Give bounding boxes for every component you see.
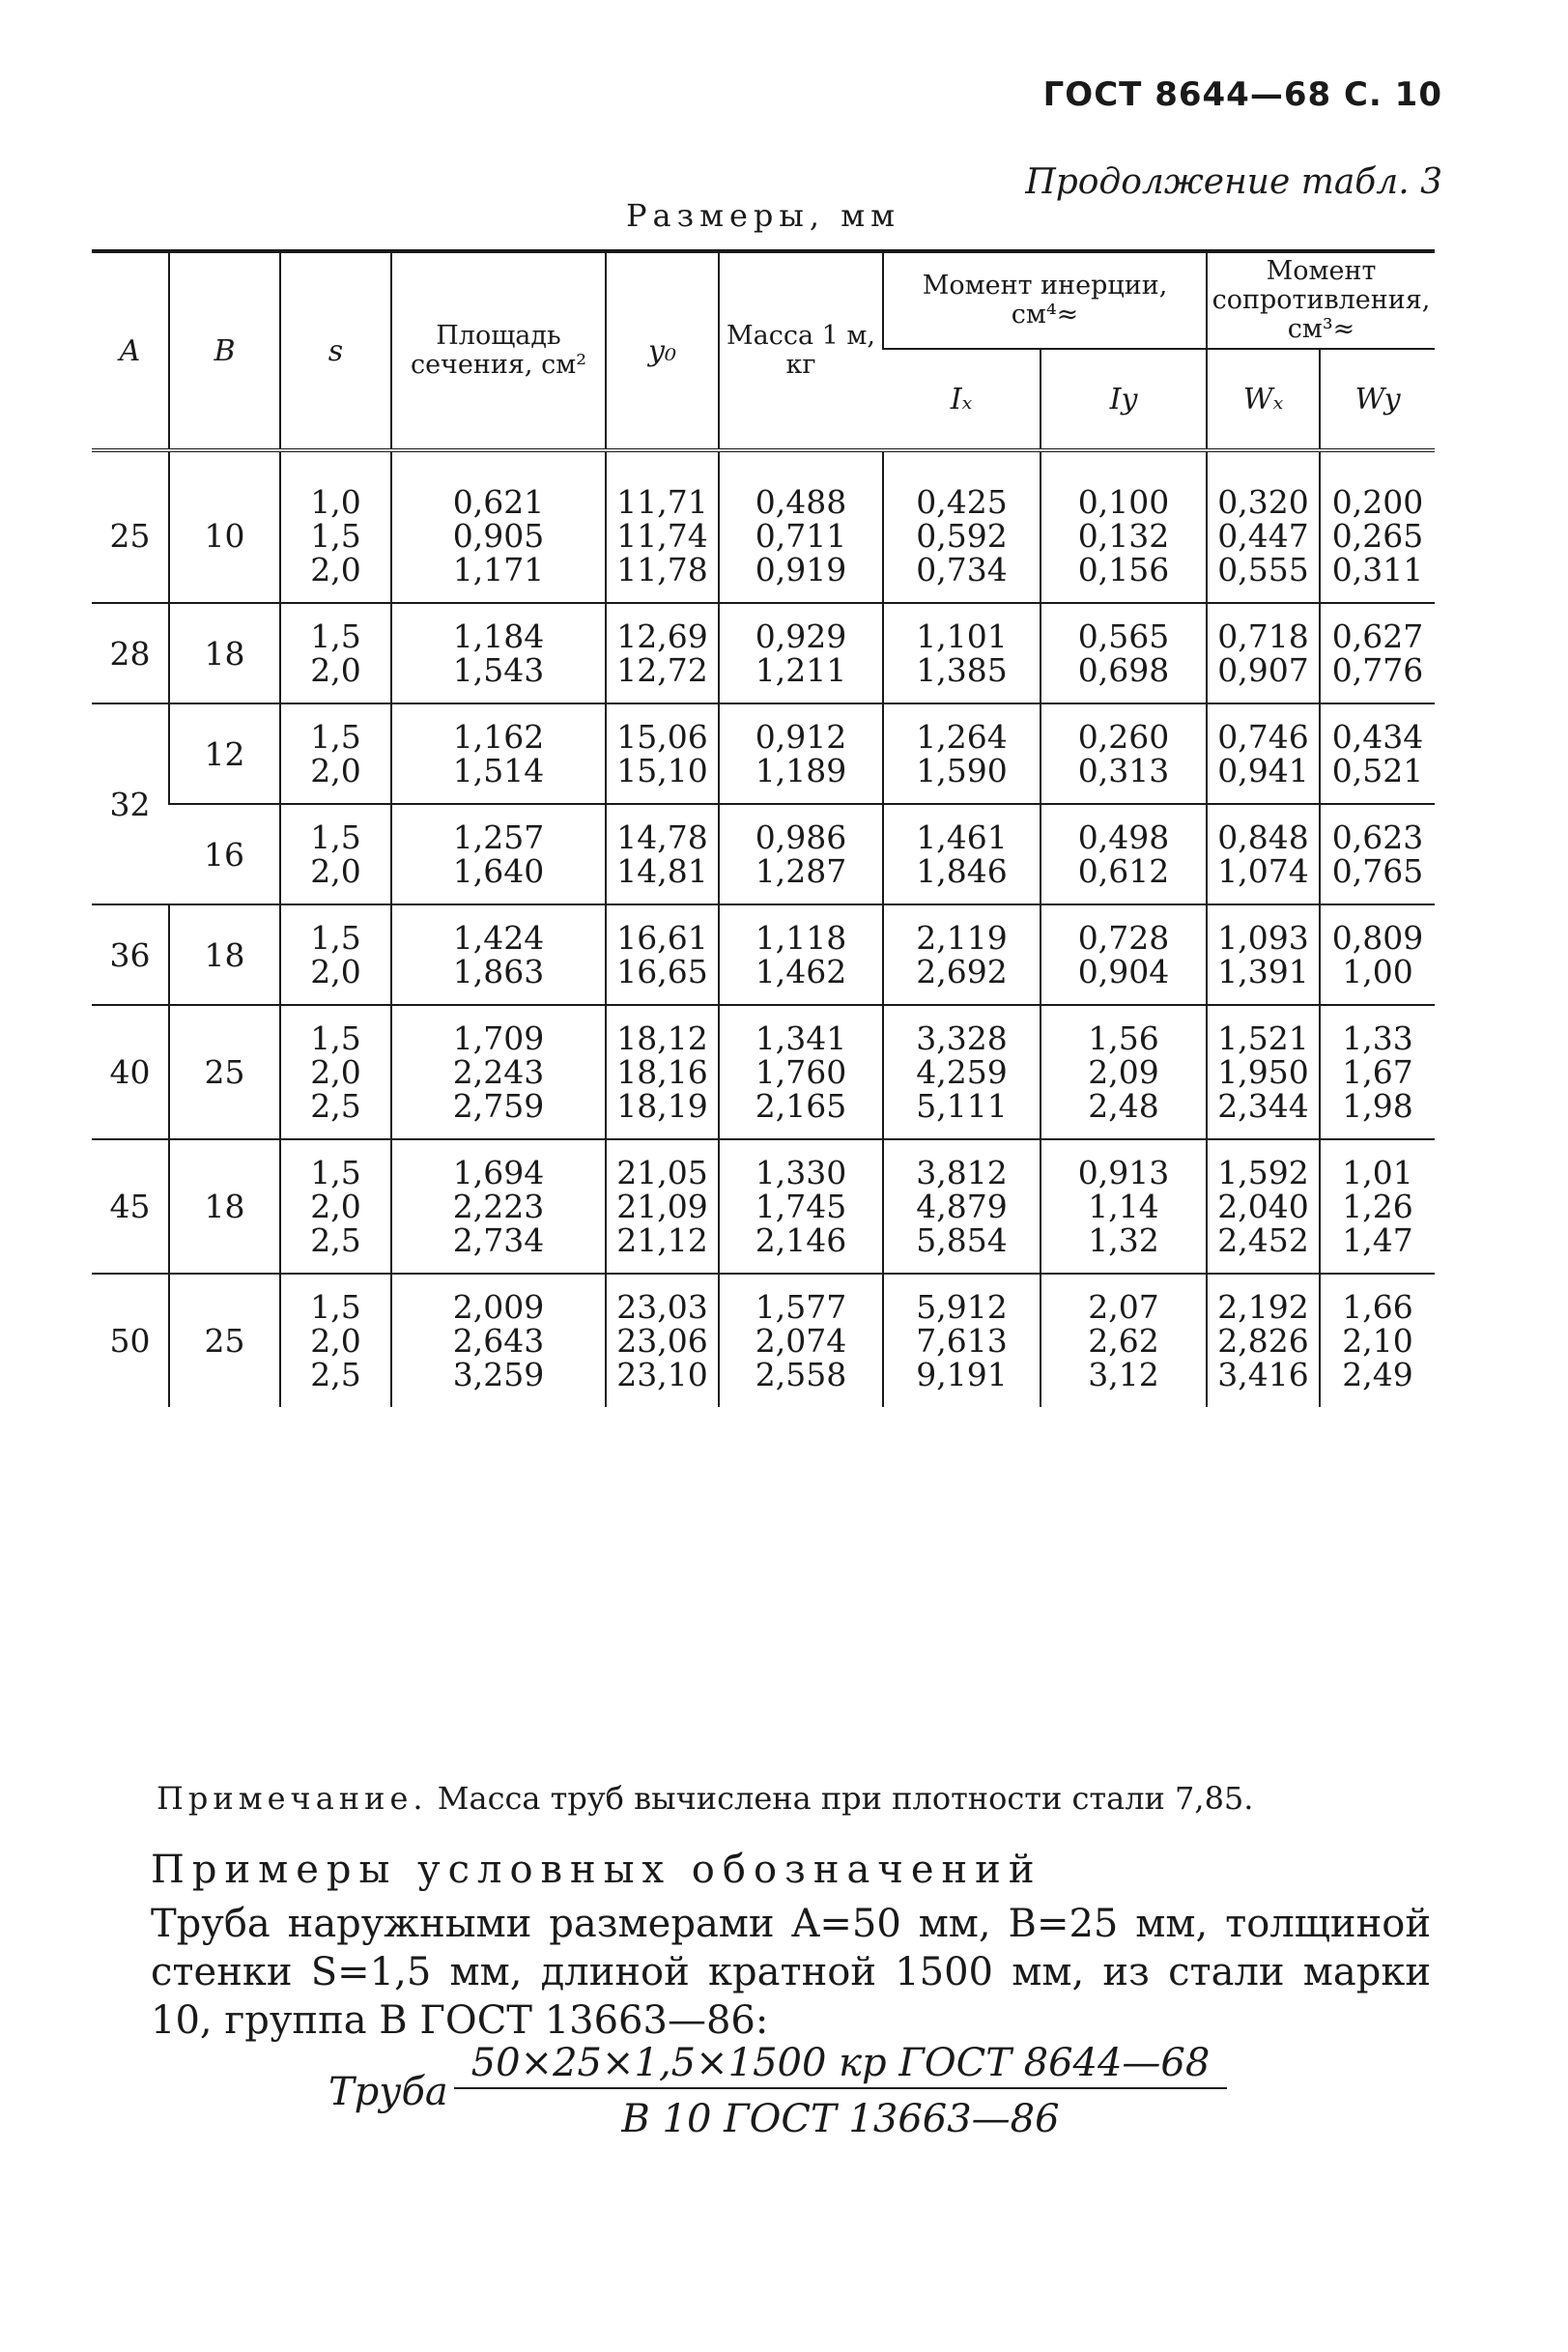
cell-Iy — [1041, 1005, 1207, 1139]
cell-y0 — [606, 1005, 719, 1139]
cell-value: 21,09 — [616, 1188, 708, 1225]
cell-s — [280, 603, 391, 703]
col-header-Wx: Wₓ — [1207, 349, 1320, 450]
cell-value: 1,101 — [916, 617, 1008, 655]
cell-value: 2,344 — [1217, 1087, 1309, 1125]
cell-value: 2,146 — [755, 1221, 847, 1259]
cell-value: 1,760 — [755, 1053, 847, 1091]
cell-B: 10 — [169, 450, 280, 603]
cell-value: 16,65 — [616, 953, 708, 990]
cell-value: 1,162 — [452, 718, 545, 756]
cell-area — [391, 1139, 606, 1274]
cell-value: 7,613 — [916, 1322, 1008, 1360]
cell-value: 2,10 — [1342, 1322, 1413, 1360]
cell-value: 2,009 — [452, 1288, 545, 1326]
cell-A: 45 — [92, 1139, 169, 1274]
cell-y0 — [606, 450, 719, 603]
cell-value: 0,488 — [755, 483, 847, 521]
cell-value: 1,950 — [1217, 1053, 1309, 1091]
cell-value: 1,118 — [755, 919, 847, 957]
cell-value: 0,905 — [452, 517, 545, 555]
cell-value: 2,074 — [755, 1322, 847, 1360]
cell-value: 14,81 — [616, 852, 708, 890]
cell-value: 0,521 — [1331, 752, 1424, 789]
cell-value: 2,734 — [452, 1221, 545, 1259]
cell-value: 1,391 — [1217, 953, 1309, 990]
cell-value: 1,074 — [1217, 852, 1309, 890]
cell-value: 1,424 — [452, 919, 545, 957]
cell-Iy — [1041, 703, 1207, 804]
cell-value: 23,10 — [616, 1356, 708, 1393]
cell-value: 1,211 — [755, 651, 847, 689]
cell-value: 0,200 — [1331, 483, 1424, 521]
cell-mass — [719, 1139, 883, 1274]
col-header-s: s — [280, 251, 391, 450]
cell-value: 1,5 — [310, 517, 361, 555]
cell-Iy — [1041, 904, 1207, 1005]
cell-area — [391, 804, 606, 904]
cell-value: 18,16 — [616, 1053, 708, 1091]
cell-value: 18,19 — [616, 1087, 708, 1125]
cell-value: 3,416 — [1217, 1356, 1309, 1393]
cell-value: 1,00 — [1342, 953, 1413, 990]
cell-value: 3,12 — [1088, 1356, 1159, 1393]
cell-value: 11,71 — [616, 483, 708, 521]
cell-value: 0,260 — [1077, 718, 1170, 756]
cell-value: 3,328 — [916, 1019, 1008, 1057]
cell-Wy — [1320, 703, 1435, 804]
cell-value: 1,514 — [452, 752, 545, 789]
cell-area — [391, 703, 606, 804]
cell-value: 0,425 — [916, 483, 1008, 521]
table-row — [92, 1274, 1435, 1407]
cell-value: 0,555 — [1217, 551, 1309, 588]
cell-value: 2,192 — [1217, 1288, 1309, 1326]
table-units-caption: Размеры, мм — [626, 197, 900, 234]
cell-value: 2,119 — [916, 919, 1008, 957]
cell-Ix — [883, 450, 1041, 603]
cell-mass — [719, 603, 883, 703]
cell-value: 2,09 — [1088, 1053, 1159, 1091]
cell-value: 1,640 — [452, 852, 545, 890]
cell-value: 18,12 — [616, 1019, 708, 1057]
cell-value: 1,863 — [452, 953, 545, 990]
cell-value: 2,692 — [916, 953, 1008, 990]
cell-mass — [719, 1005, 883, 1139]
designation-numerator: 50×25×1,5×1500 кр ГОСТ 8644—68 — [454, 2041, 1227, 2089]
cell-value: 2,07 — [1088, 1288, 1159, 1326]
cell-value: 1,385 — [916, 651, 1008, 689]
cell-Wy — [1320, 804, 1435, 904]
col-header-Wy: Wy — [1320, 349, 1435, 450]
cell-Ix — [883, 1139, 1041, 1274]
col-header-Ix: Iₓ — [883, 349, 1041, 450]
cell-mass — [719, 804, 883, 904]
cell-value: 0,447 — [1217, 517, 1309, 555]
cell-Wx — [1207, 703, 1320, 804]
cell-Wx — [1207, 1274, 1320, 1407]
cell-area — [391, 1005, 606, 1139]
cell-value: 0,776 — [1331, 651, 1424, 689]
cell-value: 2,0 — [310, 852, 361, 890]
cell-s — [280, 450, 391, 603]
cell-value: 2,243 — [452, 1053, 545, 1091]
designation-prefix: Труба — [328, 2070, 448, 2114]
cell-value: 1,745 — [755, 1188, 847, 1225]
cell-value: 2,165 — [755, 1087, 847, 1125]
table-row — [92, 904, 1435, 1005]
cell-Wy — [1320, 1139, 1435, 1274]
cell-area — [391, 904, 606, 1005]
cell-value: 3,259 — [452, 1356, 545, 1393]
cell-Iy — [1041, 450, 1207, 603]
cell-value: 4,879 — [916, 1188, 1008, 1225]
cell-value: 1,592 — [1217, 1154, 1309, 1191]
cell-value: 2,0 — [310, 1322, 361, 1360]
cell-value: 2,558 — [755, 1356, 847, 1393]
table-note — [157, 1780, 1253, 1817]
cell-value: 0,912 — [755, 718, 847, 756]
cell-value: 0,592 — [916, 517, 1008, 555]
cell-Wx — [1207, 804, 1320, 904]
col-group-inertia: Момент инерции, см⁴≈ — [883, 251, 1207, 349]
cell-value: 1,56 — [1088, 1019, 1159, 1057]
cell-value: 0,765 — [1331, 852, 1424, 890]
cell-value: 5,854 — [916, 1221, 1008, 1259]
cell-value: 21,12 — [616, 1221, 708, 1259]
cell-value: 1,189 — [755, 752, 847, 789]
col-group-resistance: Момент сопротивления, см³≈ — [1207, 251, 1435, 349]
cell-B: 12 — [169, 703, 280, 804]
table-row — [92, 603, 1435, 703]
cell-y0 — [606, 703, 719, 804]
cell-y0 — [606, 904, 719, 1005]
cell-B: 16 — [169, 804, 280, 904]
cell-B: 18 — [169, 904, 280, 1005]
cell-value: 1,47 — [1342, 1221, 1413, 1259]
cell-value: 1,846 — [916, 852, 1008, 890]
cell-value: 0,434 — [1331, 718, 1424, 756]
cell-value: 0,265 — [1331, 517, 1424, 555]
cell-s — [280, 1005, 391, 1139]
table-body — [92, 450, 1435, 1407]
cell-Wy — [1320, 603, 1435, 703]
table-row — [92, 1139, 1435, 1274]
cell-Iy — [1041, 804, 1207, 904]
cell-value: 0,919 — [755, 551, 847, 588]
cell-value: 0,627 — [1331, 617, 1424, 655]
cell-value: 0,612 — [1077, 852, 1170, 890]
cell-value: 0,907 — [1217, 651, 1309, 689]
designation-denominator: В 10 ГОСТ 13663—86 — [621, 2097, 1060, 2141]
cell-mass — [719, 703, 883, 804]
cell-value: 1,341 — [755, 1019, 847, 1057]
cell-value: 1,5 — [310, 617, 361, 655]
cell-Iy — [1041, 603, 1207, 703]
col-header-y0: y₀ — [606, 251, 719, 450]
cell-mass — [719, 450, 883, 603]
cell-A: 32 — [92, 703, 169, 904]
cell-value: 2,62 — [1088, 1322, 1159, 1360]
cell-value: 2,0 — [310, 651, 361, 689]
col-header-mass: Масса 1 м, кг — [719, 251, 883, 450]
cell-value: 1,14 — [1088, 1188, 1159, 1225]
cell-y0 — [606, 1274, 719, 1407]
cell-value: 1,462 — [755, 953, 847, 990]
cell-value: 1,26 — [1342, 1188, 1413, 1225]
cell-value: 4,259 — [916, 1053, 1008, 1091]
cell-value: 1,709 — [452, 1019, 545, 1057]
cell-B: 18 — [169, 603, 280, 703]
cell-value: 1,093 — [1217, 919, 1309, 957]
cell-value: 1,33 — [1342, 1019, 1413, 1057]
cell-value: 1,257 — [452, 818, 545, 856]
cell-value: 0,311 — [1331, 551, 1424, 588]
cell-area — [391, 1274, 606, 1407]
cell-value: 1,5 — [310, 818, 361, 856]
cell-value: 23,06 — [616, 1322, 708, 1360]
cell-value: 1,5 — [310, 919, 361, 957]
cell-B: 25 — [169, 1274, 280, 1407]
col-header-B: B — [169, 251, 280, 450]
cell-Wy — [1320, 904, 1435, 1005]
cell-Iy — [1041, 1274, 1207, 1407]
cell-value: 9,191 — [916, 1356, 1008, 1393]
cell-B: 25 — [169, 1005, 280, 1139]
cell-value: 2,0 — [310, 1188, 361, 1225]
cell-Wx — [1207, 603, 1320, 703]
cell-value: 2,0 — [310, 551, 361, 588]
cell-value: 12,72 — [616, 651, 708, 689]
cell-Iy — [1041, 1139, 1207, 1274]
cell-value: 2,452 — [1217, 1221, 1309, 1259]
cell-value: 2,48 — [1088, 1087, 1159, 1125]
cell-value: 0,100 — [1077, 483, 1170, 521]
cell-value: 0,809 — [1331, 919, 1424, 957]
cell-value: 1,330 — [755, 1154, 847, 1191]
cell-value: 2,0 — [310, 1053, 361, 1091]
cell-Ix — [883, 1005, 1041, 1139]
cell-Ix — [883, 804, 1041, 904]
cell-value: 0,313 — [1077, 752, 1170, 789]
cell-value: 1,694 — [452, 1154, 545, 1191]
cell-value: 5,912 — [916, 1288, 1008, 1326]
col-header-area: Площадь сечения, см² — [391, 251, 606, 450]
cell-value: 1,590 — [916, 752, 1008, 789]
note-label: Примечание. — [157, 1780, 428, 1817]
cell-value: 1,5 — [310, 1154, 361, 1191]
cell-A: 25 — [92, 450, 169, 603]
cell-Wy — [1320, 1274, 1435, 1407]
cell-A: 28 — [92, 603, 169, 703]
col-header-A: A — [92, 251, 169, 450]
cell-y0 — [606, 603, 719, 703]
cell-value: 0,848 — [1217, 818, 1309, 856]
cell-value: 2,5 — [310, 1221, 361, 1259]
cell-value: 21,05 — [616, 1154, 708, 1191]
cell-A: 36 — [92, 904, 169, 1005]
table-continuation-caption: Продолжение табл. 3 — [1025, 162, 1442, 202]
cell-A: 40 — [92, 1005, 169, 1139]
table-row — [92, 1005, 1435, 1139]
cell-value: 2,0 — [310, 953, 361, 990]
cell-value: 0,698 — [1077, 651, 1170, 689]
cell-value: 0,929 — [755, 617, 847, 655]
cell-s — [280, 804, 391, 904]
cell-s — [280, 1139, 391, 1274]
cell-Wx — [1207, 1139, 1320, 1274]
cell-value: 0,623 — [1331, 818, 1424, 856]
cell-value: 1,0 — [310, 483, 361, 521]
cell-value: 15,06 — [616, 718, 708, 756]
cell-value: 2,5 — [310, 1356, 361, 1393]
cell-area — [391, 450, 606, 603]
cell-value: 1,5 — [310, 1019, 361, 1057]
cell-value: 1,543 — [452, 651, 545, 689]
cell-value: 1,5 — [310, 1288, 361, 1326]
cell-value: 0,156 — [1077, 551, 1170, 588]
cell-value: 1,67 — [1342, 1053, 1413, 1091]
cell-value: 1,171 — [452, 551, 545, 588]
cell-value: 1,461 — [916, 818, 1008, 856]
cell-value: 0,904 — [1077, 953, 1170, 990]
cell-Wx — [1207, 1005, 1320, 1139]
cell-value: 0,913 — [1077, 1154, 1170, 1191]
cell-value: 0,711 — [755, 517, 847, 555]
cell-Wx — [1207, 904, 1320, 1005]
cell-value: 1,264 — [916, 718, 1008, 756]
cell-value: 2,223 — [452, 1188, 545, 1225]
cell-value: 23,03 — [616, 1288, 708, 1326]
table-row — [92, 804, 1435, 904]
col-header-Iy: Iy — [1041, 349, 1207, 450]
cell-s — [280, 703, 391, 804]
cell-Wy — [1320, 1005, 1435, 1139]
note-text: Масса труб вычислена при плотности стали 7,85. — [437, 1780, 1254, 1817]
cell-Wx — [1207, 450, 1320, 603]
cell-value: 11,74 — [616, 517, 708, 555]
cell-value: 14,78 — [616, 818, 708, 856]
cell-A: 50 — [109, 1322, 151, 1360]
cell-value: 0,941 — [1217, 752, 1309, 789]
cell-value: 0,132 — [1077, 517, 1170, 555]
cell-value: 2,0 — [310, 752, 361, 789]
cell-value: 5,111 — [916, 1087, 1008, 1125]
cell-mass — [719, 904, 883, 1005]
cell-B: 18 — [169, 1139, 280, 1274]
cell-s — [280, 1274, 391, 1407]
cell-value: 11,78 — [616, 551, 708, 588]
cell-value: 2,826 — [1217, 1322, 1309, 1360]
cell-s — [280, 904, 391, 1005]
cell-Ix — [883, 603, 1041, 703]
table-row — [92, 703, 1435, 804]
cell-value: 1,287 — [755, 852, 847, 890]
cell-Wy — [1320, 450, 1435, 603]
cell-value: 0,986 — [755, 818, 847, 856]
cell-value: 1,66 — [1342, 1288, 1413, 1326]
cell-value: 2,643 — [452, 1322, 545, 1360]
cell-mass — [719, 1274, 883, 1407]
dimensions-table — [92, 249, 1435, 1407]
cell-value: 0,621 — [452, 483, 545, 521]
cell-value: 0,718 — [1217, 617, 1309, 655]
cell-value: 15,10 — [616, 752, 708, 789]
cell-value: 0,734 — [916, 551, 1008, 588]
cell-value: 2,759 — [452, 1087, 545, 1125]
cell-value: 0,746 — [1217, 718, 1309, 756]
cell-value: 3,812 — [916, 1154, 1008, 1191]
cell-y0 — [606, 1139, 719, 1274]
cell-y0 — [606, 804, 719, 904]
cell-Ix — [883, 1274, 1041, 1407]
page-header: ГОСТ 8644—68 С. 10 — [1042, 75, 1442, 114]
cell-value: 0,498 — [1077, 818, 1170, 856]
cell-value: 1,5 — [310, 718, 361, 756]
cell-value: 12,69 — [616, 617, 708, 655]
cell-value: 0,320 — [1217, 483, 1309, 521]
cell-value: 2,5 — [310, 1087, 361, 1125]
cell-value: 0,565 — [1077, 617, 1170, 655]
cell-Ix — [883, 904, 1041, 1005]
cell-value: 1,521 — [1217, 1019, 1309, 1057]
cell-area — [391, 603, 606, 703]
examples-heading: Примеры условных обозначений — [151, 1848, 1042, 1892]
cell-Ix — [883, 703, 1041, 804]
table-row — [92, 450, 1435, 603]
cell-value: 2,040 — [1217, 1188, 1309, 1225]
cell-value: 1,01 — [1342, 1154, 1413, 1191]
cell-value: 1,98 — [1342, 1087, 1413, 1125]
cell-value: 16,61 — [616, 919, 708, 957]
cell-value: 1,577 — [755, 1288, 847, 1326]
cell-value: 0,728 — [1077, 919, 1170, 957]
cell-value: 1,32 — [1088, 1221, 1159, 1259]
cell-value: 1,184 — [452, 617, 545, 655]
cell-value: 2,49 — [1342, 1356, 1413, 1393]
example-paragraph: Труба наружными размерами A=50 мм, B=25 мм, толщиной стенки S=1,5 мм, длиной кратной 1500 мм, из стали марки 10, группа В ГОСТ 13663—86: — [151, 1902, 1431, 2043]
